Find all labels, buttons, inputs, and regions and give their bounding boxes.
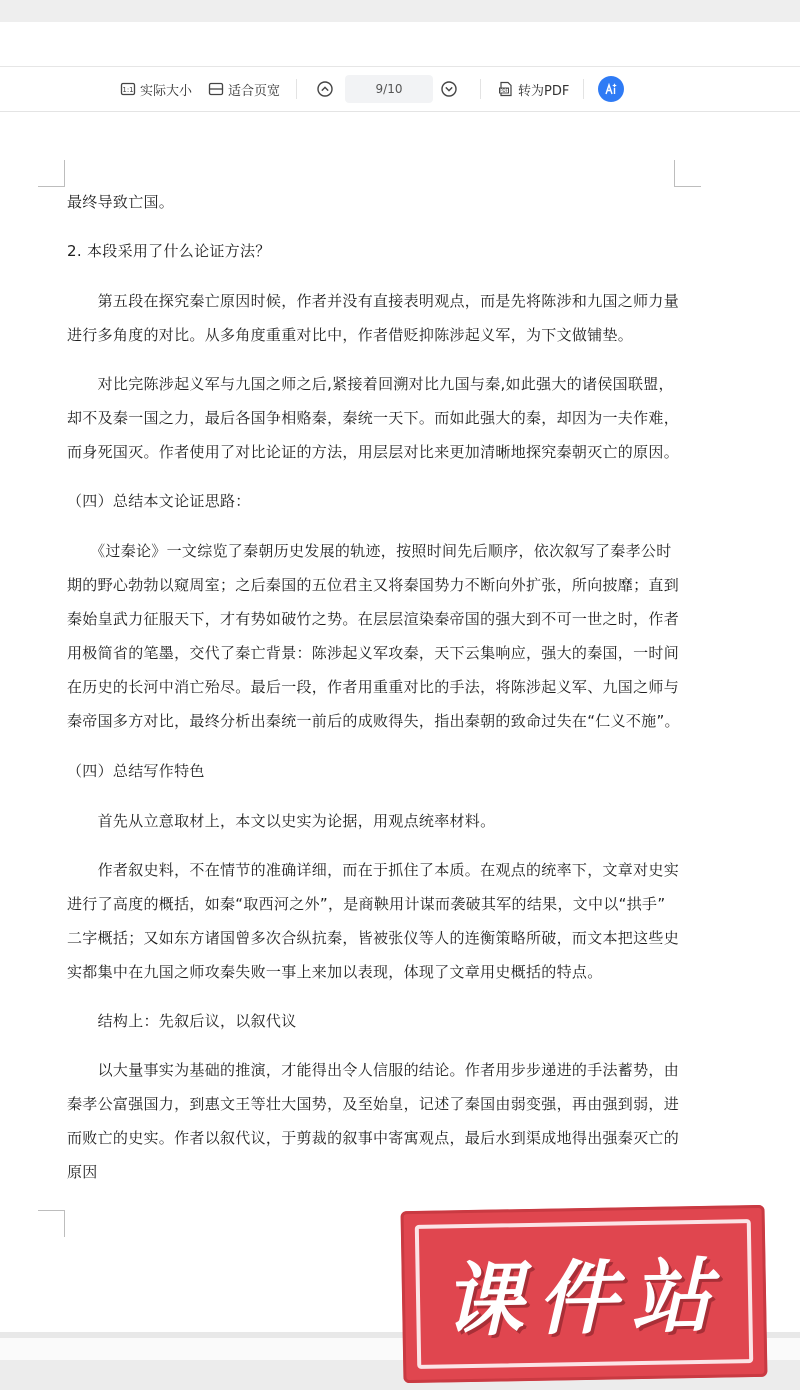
doc-line: 首先从立意取材上，本文以史实为论据，用观点统率材料。 <box>67 812 496 830</box>
doc-line: 却不及秦一国之力，最后各国争相赂秦，秦统一天下。而如此强大的秦，却因为一夫作难， <box>67 409 680 427</box>
doc-line: 秦始皇武力征服天下，才有势如破竹之势。在层层渲染秦帝国的强大到不可一世之时，作者 <box>67 610 680 628</box>
doc-line: 作者叙史料，不在情节的准确详细，而在于抓住了本质。在观点的统率下，文章对史实 <box>67 861 680 879</box>
doc-line: 二字概括；又如东方诸国曾多次合纵抗秦，皆被张仪等人的连衡策略所破，而文本把这些史 <box>67 929 680 947</box>
next-page-icon[interactable] <box>439 79 459 99</box>
svg-text:1:1: 1:1 <box>122 86 134 94</box>
doc-line: 实都集中在九国之师攻秦失败一事上来加以表现，体现了文章用史概括的特点。 <box>67 963 603 981</box>
document-toolbar <box>0 67 800 112</box>
pdf-file-icon <box>498 81 514 97</box>
doc-line: 秦孝公富强国力，到惠文王等壮大国势，及至始皇，记述了秦国由弱变强，再由强到弱，进 <box>67 1095 680 1113</box>
fit-width-button[interactable] <box>208 77 280 101</box>
browser-top-strip <box>0 0 800 22</box>
doc-line: 而身死国灭。作者使用了对比论证的方法，用层层对比来更加清晰地探究秦朝灭亡的原因。 <box>67 443 680 461</box>
doc-heading: 2. 本段采用了什么论证方法？ <box>67 242 271 260</box>
doc-line: 对比完陈涉起义军与九国之师之后,紧接着回溯对比九国与秦,如此强大的诸侯国联盟， <box>67 375 674 393</box>
doc-line: 用极简省的笔墨，交代了秦亡背景：陈涉起义军攻秦，天下云集响应，强大的秦国，一时间 <box>67 644 680 662</box>
convert-to-pdf-button[interactable] <box>498 77 569 101</box>
fit-width-label: 适合页宽 <box>228 83 281 99</box>
watermark-text: 课件站 <box>442 1249 726 1348</box>
ai-sparkle-icon <box>604 82 618 96</box>
doc-heading: （四）总结写作特色 <box>67 762 205 780</box>
page-corner-mark <box>674 160 701 187</box>
doc-line: 结构上：先叙后议，以叙代议 <box>67 1012 297 1030</box>
previous-page-icon[interactable] <box>315 79 335 99</box>
page-corner-mark <box>38 160 65 187</box>
actual-size-icon <box>120 81 136 97</box>
page-indicator: 9/10 <box>375 82 403 96</box>
toolbar-divider <box>296 79 297 99</box>
actual-size-button[interactable] <box>120 77 192 101</box>
svg-text:PDF: PDF <box>500 88 508 93</box>
toolbar-divider <box>583 79 584 99</box>
doc-line: 最终导致亡国。 <box>67 193 175 211</box>
fit-width-icon <box>208 81 224 97</box>
actual-size-label: 实际大小 <box>140 83 193 99</box>
doc-line: 期的野心勃勃以窥周室；之后秦国的五位君主又将秦国势力不断向外扩张，所向披靡；直到 <box>67 576 680 594</box>
doc-line: 进行了高度的概括，如秦“取西河之外”，是商鞅用计谋而袭破其军的结果，文中以“拱手” <box>67 895 666 913</box>
toolbar-divider <box>480 79 481 99</box>
page-corner-mark <box>38 1210 65 1237</box>
doc-line: 《过秦论》一文综览了秦朝历史发展的轨迹，按照时间先后顺序，依次叙写了秦孝公时 <box>67 542 672 560</box>
doc-line: 第五段在探究秦亡原因时候，作者并没有直接表明观点，而是先将陈涉和九国之师力量 <box>67 292 680 310</box>
doc-heading: （四）总结本文论证思路： <box>67 492 251 510</box>
ai-assistant-button[interactable] <box>598 76 624 102</box>
watermark-stamp <box>401 1205 768 1383</box>
doc-line: 在历史的长河中消亡殆尽。最后一段，作者用重重对比的手法，将陈涉起义军、九国之师与 <box>67 678 680 696</box>
doc-line: 以大量事实为基础的推演，才能得出令人信服的结论。作者用步步递进的手法蓄势，由 <box>67 1061 680 1079</box>
doc-line: 而败亡的史实。作者以叙代议，于剪裁的叙事中寄寓观点，最后水到渠成地得出强秦灭亡的 <box>67 1129 680 1147</box>
doc-line: 秦帝国多方对比，最终分析出秦统一前后的成败得失，指出秦朝的致命过失在“仁义不施”。 <box>67 712 680 730</box>
doc-line: 原因 <box>67 1163 98 1181</box>
convert-to-pdf-label: 转为PDF <box>518 83 570 99</box>
header-area <box>0 22 800 67</box>
page-number-input[interactable] <box>345 75 433 103</box>
doc-line: 进行多角度的对比。从多角度重重对比中，作者借贬抑陈涉起义军，为下文做铺垫。 <box>67 326 634 344</box>
